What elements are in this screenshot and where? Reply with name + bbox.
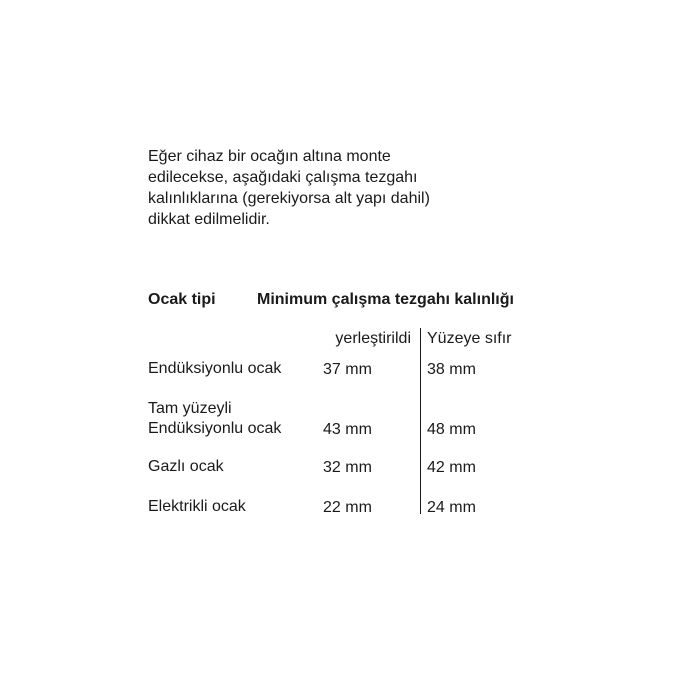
row-installed-electric: 22 mm [323,499,372,516]
column-header-type: Ocak tipi [148,291,216,308]
column-divider [420,328,421,514]
row-flush-electric: 24 mm [427,499,476,516]
intro-line: dikkat edilmelidir. [148,211,270,228]
row-name-full-surface-line1: Tam yüzeyli [148,400,232,417]
row-name-full-surface-line2: Endüksiyonlu ocak [148,420,282,437]
intro-line: Eğer cihaz bir ocağın altına monte [148,148,391,165]
row-installed-full-surface: 43 mm [323,421,372,438]
subheader-flush: Yüzeye sıfır [427,330,512,347]
intro-line: kalınlıklarına (gerekiyorsa alt yapı dahil) [148,190,430,207]
intro-paragraph [148,146,528,230]
row-name-induction: Endüksiyonlu ocak [148,360,282,377]
column-header-min-thickness: Minimum çalışma tezgahı kalınlığı [257,291,514,308]
row-name-electric: Elektrikli ocak [148,498,246,515]
row-installed-gas: 32 mm [323,459,372,476]
row-flush-full-surface: 48 mm [427,421,476,438]
row-flush-gas: 42 mm [427,459,476,476]
subheader-installed: yerleştirildi [335,330,411,347]
row-flush-induction: 38 mm [427,361,476,378]
intro-line: edilecekse, aşağıdaki çalışma tezgahı [148,169,418,186]
row-name-gas: Gazlı ocak [148,458,224,475]
row-installed-induction: 37 mm [323,361,372,378]
